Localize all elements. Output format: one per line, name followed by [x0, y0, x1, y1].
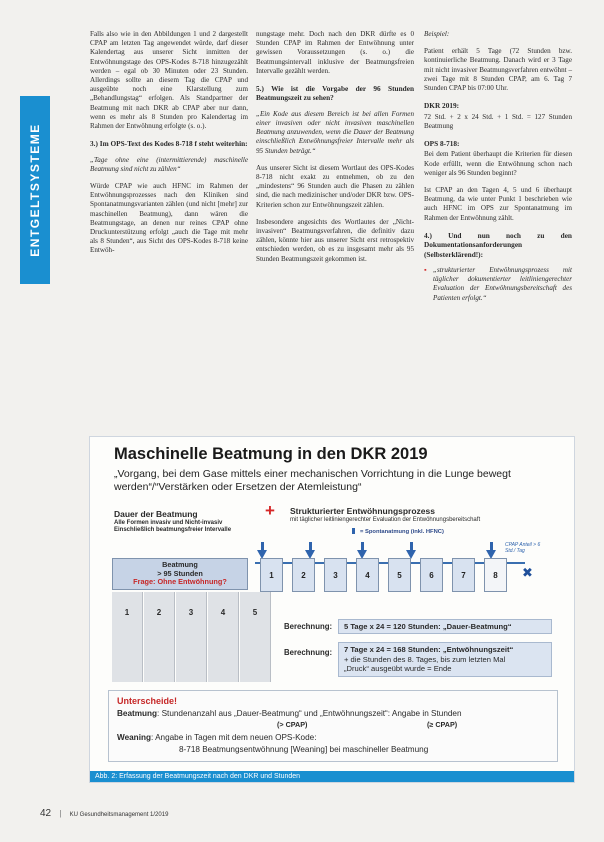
figure-title: Maschinelle Beatmung in den DKR 2019: [114, 445, 428, 463]
duration-line-2: Einschließlich beatmungsfreier Intervalle: [114, 527, 232, 533]
calculation-1-label: Berechnung:: [284, 622, 333, 631]
cpap-hint-1: (> CPAP): [277, 720, 308, 729]
weaning-day-cell: 7: [452, 558, 475, 592]
bullet-list: [424, 266, 572, 303]
page-footer: [40, 808, 168, 819]
duration-title: Dauer der Beatmung: [114, 509, 198, 519]
weaning-day-cell: 5: [388, 558, 411, 592]
calculation-2-label: Berechnung:: [284, 648, 333, 657]
weaning-day-cell: 4: [356, 558, 379, 592]
weaning-day-cell: 6: [420, 558, 443, 592]
process-title: Strukturierter Entwöhnungsprozess: [290, 506, 435, 516]
paragraph: Insbesondere angesichts des Wortlautes der „Nicht-invasiven“ Beatmungsverfahren, die definitiv dazu zählen, könnte hier aus unserer Sicht erst retrospektiv entschieden werden, ob es zu insgesamt mehr als 95 Stunden Beatmungszeit gekommen ist.: [256, 217, 414, 263]
ventilation-day-column: 1: [112, 592, 143, 682]
ventilation-box-line-1: Beatmung: [162, 560, 198, 569]
ops-heading: OPS 8-718:: [424, 139, 460, 149]
section-heading: 4.) Und nun noch zu den Dokumentationsanforderungen (Selbsterklärend!):: [424, 230, 572, 259]
ventilation-definition: [117, 709, 462, 718]
paragraph: nungstage mehr. Doch nach den DKR dürfte es 0 Stunden CPAP im Rahmen der Entwöhnung unter gewissen Voraussetzungen (s. o.) die Beatmungsintervall inklusive der Beatmungsfreien Intervalle gezählt werden.: [256, 30, 414, 75]
section-tab-label: ENTGELTSYSTEME: [28, 123, 42, 257]
figure-box: [89, 436, 575, 783]
plus-icon: +: [265, 501, 275, 520]
cpap-note: CPAP Anteil > 6 Std./ Tag: [505, 542, 541, 554]
footer-divider: |: [59, 809, 62, 818]
ops-text: Bei dem Patient überhaupt die Kriterien für diesen Kode erfüllt, wenn die Entwöhnung schon nach weniger als 96 Stunden beginnt?: [424, 150, 572, 177]
dkr-heading: DKR 2019:: [424, 101, 460, 111]
section-heading: 5.) Wie ist die Vorgabe der 96 Stunden Beatmungszeit zu sehen?: [256, 84, 414, 103]
weaning-day-cell: 2: [292, 558, 315, 592]
ventilation-day-column: 3: [176, 592, 207, 682]
ventilation-label: Beatmung: [117, 709, 158, 718]
paragraph: Falls also wie in den Abbildungen 1 und 2 dargestellt CPAP am letzten Tag angewendet würde, darf dieser Kalendertag aus unserer Sicht inmitten der Entwöhnungstage des OPS-Kodes 8-718 hinzugezählt werden – egal ob 30 Minuten oder 23 Stunden. Allerdings sollte an diesem Tag die CPAP und ausgeübte noch eine Klarstellung zum „Behandlungstag“ erfolgen. Als Standpartner der Beatmung mit nach DKR ab CPAP aber nur dann, wenn es mehr als 8 Stunden pro Kalendertag im Rahmen der Entwöhnung erfolgte (s. o.).: [90, 30, 248, 131]
list-item: ▪ „strukturierter Entwöhnungsprozess mit täglicher dokumentierter leitliniengerechter Evaluation der Entwöhnungsbereitschaft des Patienten erfolgt.“: [433, 266, 572, 303]
arrow-down-icon: [352, 528, 355, 534]
arrow-down-icon: [361, 542, 364, 550]
ventilation-day-column: 2: [144, 592, 175, 682]
arrow-down-icon: [309, 542, 312, 550]
arrow-down-icon: [410, 542, 413, 550]
cpap-hint-2: (≥ CPAP): [427, 720, 458, 729]
ventilation-box: [112, 558, 248, 590]
weaning-day-cell: 1: [260, 558, 283, 592]
paragraph: Ist CPAP an den Tagen 4, 5 und 6 überhaupt Beatmung, da wie unter Punkt 1 beschrieben wie auch HFNC im OPS zur Spontanatmung im Rahmen der Entwöhnung zählt.: [424, 186, 572, 222]
weaning-definition: [117, 733, 317, 742]
paragraph: Aus unserer Sicht ist diesem Wortlaut des OPS-Kodes 8-718 nicht exakt zu entnehmen, ob zu den „mindestens“ 96 Stunden auch die Phasen zu zählen sind, die nach medizinischer und/oder DKR bzw. OPS-Kriterien schon zur Entwöhnungszeit zählen.: [256, 163, 414, 209]
text-column-3: [424, 30, 572, 303]
paragraph: Würde CPAP wie auch HFNC im Rahmen der Entwöhnungsprozesses nach den Kliniken sind Spontanatmungsvarianten zählen (und nicht [mehr] zur maschinellen Beatmung), dann wären die Beatmungstage, an denen nur reines CPAP ohne Druckunterstützung erfolgt „auch die Tage mit mehr als 8 Stunden“, aus Sicht des OPS-Kodes 8-718 keine Entwöh-: [90, 182, 248, 255]
weaning-day-cell: 3: [324, 558, 347, 592]
calculation-2-formula: 7 Tage x 24 = 168 Stunden: „Entwöhnungszeit“: [344, 645, 514, 654]
paragraph: Patient erhält 5 Tage (72 Stunden bzw. kontinuierliche Beatmung. Danach wird er 3 Tage mit nicht invasiver Beatmungsverfahren entwöhnt – zwei Tage mit 8 Stunden CPAP, am 6. Tag 7 Stunden CPAP bis 07:00 Uhr.: [424, 47, 572, 93]
end-x-icon: ✖: [522, 565, 533, 580]
quote: „Tage ohne eine (intermittierende) maschinelle Beatmung sind nicht zu zählen“: [90, 155, 248, 173]
calculation-2-line-3: „Druck“ ausgeübt wurde = Ende: [344, 664, 452, 673]
duration-line-1: Alle Formen invasiv und Nicht-invasiv: [114, 520, 223, 526]
distinction-heading: Unterscheide!: [117, 696, 178, 706]
section-heading: 3.) Im OPS-Text des Kodes 8-718 f steht weiterhin:: [90, 139, 248, 149]
ventilation-box-line-2: > 95 Stunden: [157, 568, 203, 578]
figure-subtitle: „Vorgang, bei dem Gase mittels einer mechanischen Vorrichtung in die Lunge bewegt werden“/“Verstärken oder Ersetzen der Atemleistung“: [114, 468, 511, 493]
calculation-1-formula: 5 Tage x 24 = 120 Stunden: „Dauer-Beatmung“: [338, 619, 552, 634]
weaning-text: : Angabe in Tagen mit dem neuen OPS-Kode:: [150, 733, 317, 742]
text-column-2: [256, 30, 414, 272]
text-column-1: [90, 30, 248, 264]
weaning-day-cell: 8: [484, 558, 507, 592]
calculation-2-box: [338, 642, 552, 677]
calculation-2-line-2: + die Stunden des 8. Tages, bis zum letzten Mal: [344, 654, 506, 664]
process-subtitle: mit täglicher leitliniengerechter Evaluation der Entwöhnungsbereitschaft: [290, 517, 481, 523]
ventilation-text: : Stundenanzahl aus „Dauer-Beatmung“ und „Entwöhnungszeit“: Angabe in Stunden: [157, 709, 462, 718]
section-tab: [20, 96, 50, 284]
distinction-box: [108, 690, 558, 762]
journal-name: KU Gesundheitsmanagement 1/2019: [69, 812, 169, 818]
example-label: Beispiel:: [424, 30, 450, 38]
arrow-down-icon: [490, 542, 493, 550]
arrow-down-icon: [261, 542, 264, 550]
quote: „Ein Kode aus diesem Bereich ist bei allen Formen einer invasiven oder nicht invasiven maschinellen Beatmung anzuwenden, wenn die Dauer der Beatmung einschließlich Entwöhnungsfreier Intervalle mehr als 95 Stunden beträgt.“: [256, 109, 414, 155]
dkr-text: 72 Std. + 2 x 24 Std. + 1 Std. = 127 Stunden Beatmung: [424, 112, 572, 130]
page-number: 42: [40, 808, 52, 819]
ventilation-day-column: 4: [208, 592, 239, 682]
spontaneous-legend: = Spontanatmung (inkl. HFNC): [360, 529, 444, 535]
ventilation-day-column: 5: [240, 592, 271, 682]
ventilation-box-question: Frage: Ohne Entwöhnung?: [133, 577, 227, 587]
weaning-label: Weaning: [117, 733, 151, 742]
weaning-code: 8-718 Beatmungsentwöhnung [Weaning] bei maschineller Beatmung: [179, 745, 429, 754]
figure-caption: Abb. 2: Erfassung der Beatmungszeit nach den DKR und Stunden: [90, 771, 574, 782]
